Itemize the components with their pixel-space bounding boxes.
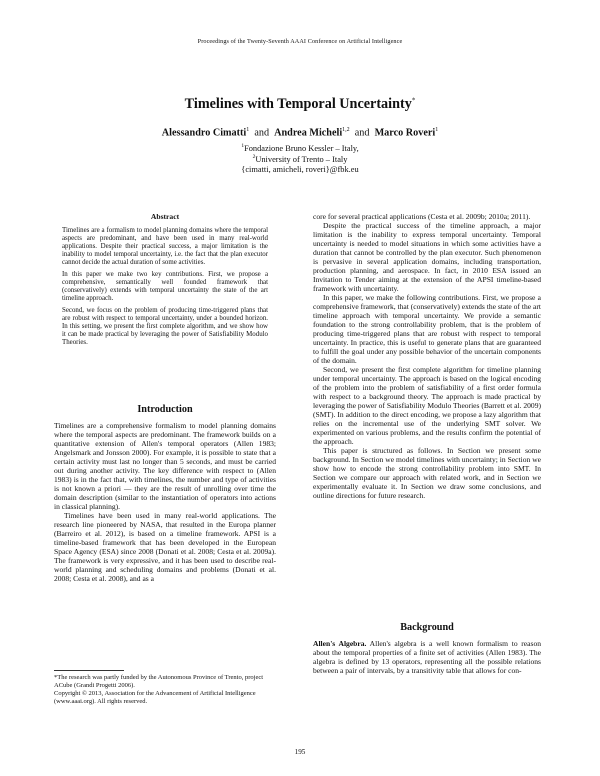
author-3-sup: 1 <box>435 127 439 133</box>
author-3: Marco Roveri <box>374 127 436 139</box>
paper-title <box>0 96 600 113</box>
page-number: 195 <box>294 748 306 756</box>
author-2: Andrea Micheli <box>274 127 343 139</box>
body-paragraph: Timelines have been used in many real-world applications. The research line pioneered by NASA, that resulted in the Europa planner (Barreiro et al. 2012), is based on a timeline framework. APSI is a timeline-based framework that has been developed in the European Space Agency (ESA) since 2008 (Donati et al. 2008; Cesta et al. 2009a). The framework is very expressive, and it has been used to describe real-world planning and scheduling domains and problems (Donati et al. 2008; Cesta et al. 2008), and as a <box>54 511 276 583</box>
abstract-paragraph: Timelines are a formalism to model planning domains where the temporal aspects are predominant, and have been used in many real-world applications. Despite their practical success, a major limitation is the inability to model temporal uncertainty, i.e. the fact that the plan executor cannot decide the actual duration of some activities. <box>62 227 268 266</box>
title-text: Timelines with Temporal Uncertainty <box>184 96 412 112</box>
body-paragraph: Timelines are a comprehensive formalism to model planning domains where the temporal aspects are predominant. The framework builds on a quantitative extension of Allen's temporal operators (Allen 1983; Angelsmark and Jonsson 2000). For example, it is possible to state that a certain activity must last no longer than 5 seconds, and must be carried out during another activity. The key difference with respect to (Allen 1983) is in the fact that, with timelines, the number and type of activities is not known a priori — they are the result of unrolling over time the domain description (similar to the instantiation of operators into actions in classical planning). <box>54 421 276 511</box>
author-2-sup: 1,2 <box>342 127 350 133</box>
introduction-body <box>54 421 276 583</box>
running-head: Proceedings of the Twenty-Seventh AAAI Conference on Artificial Intelligence <box>197 38 403 45</box>
body-paragraph: Second, we present the first complete algorithm for timeline planning under temporal uncertainty. The approach is based on the logical encoding of the problem into the problem of satisfiability of a first order formula with respect to a background theory. The approach is made practical by leveraging the power of Satisfiability Modulo Theories (Barrett et al. 2009) (SMT). In addition to the direct encoding, we propose a lazy algorithm that relies on the incremental use of the underlying SMT solver. We experimented on various problems, and the results confirm the potential of the approach. <box>313 365 541 446</box>
affiliation-2-sup: 2 <box>252 154 256 160</box>
footnote-funding: *The research was partly funded by the Autonomous Province of Trento, project ACube (Grandi Progetti 2006). <box>54 674 264 689</box>
abstract <box>62 213 268 351</box>
affiliation-1 <box>0 143 600 153</box>
background-heading: Background <box>400 622 454 633</box>
author-line <box>0 127 600 138</box>
affiliation-1-text: Fondazione Bruno Kessler – Italy, <box>244 143 359 153</box>
footnote-copyright: Copyright © 2013, Association for the Advancement of Artificial Intelligence (www.aaai.org). All rights reserved. <box>54 690 256 705</box>
title-footnote-marker: * <box>411 96 416 105</box>
body-paragraph: In this paper, we make the following contributions. First, we propose a comprehensive framework, that (conservatively) extends the state of the art timeline approach with temporal uncertainty. We provide a semantic foundation to the strong controllability problem, that is the problem of producing time-triggered plans that are robust with respect to temporal uncertainty. In practice, this is useful to generate plans that are guaranteed to fulfill the goal under any possible behavior of the uncertain components of the domain. <box>313 293 541 365</box>
author-emails: {cimatti, amicheli, roveri}@fbk.eu <box>241 165 359 174</box>
author-and-2: and <box>354 127 370 139</box>
author-1-sup: 1 <box>246 127 250 133</box>
allen-lead: Allen's Algebra. <box>313 639 367 648</box>
abstract-paragraph: Second, we focus on the problem of producing time-triggered plans that are robust with respect to temporal uncertainty, under a bounded horizon. In this setting, we present the first complete algorithm, and we show how it can be made practical by leveraging the power of Satisfiability Modulo Theories. <box>62 307 268 346</box>
affiliation-2 <box>0 154 600 164</box>
author-and-1: and <box>254 127 270 139</box>
abstract-heading: Abstract <box>150 212 180 221</box>
footnote-rule <box>54 670 124 671</box>
allen-paragraph <box>313 639 541 675</box>
body-paragraph: This paper is structured as follows. In Section we present some background. In Section we model timelines with uncertainty; in Section we show how to encode the strong controllability problem into SMT. In Section we compare our approach with related work, and in Section we experimentally evaluate it. In Section we draw some conclusions, and outline directions for future research. <box>313 446 541 500</box>
body-paragraph: Despite the practical success of the timeline approach, a major limitation is the inability to express temporal uncertainty. Temporal uncertainty is needed to model situations in which some activities have a duration that cannot be controlled by the plan executor. Such phenomenon is pervasive in several application domains, including transportation, production planning, and aerospace. In fact, in 2010 ESA issued an Invitation to Tender aiming at the extension of the APSI timeline-based framework with uncertainty. <box>313 221 541 293</box>
introduction-heading: Introduction <box>137 404 193 415</box>
body-paragraph: core for several practical applications (Cesta et al. 2009b; 2010a; 2011). <box>313 212 531 221</box>
allen-text: Allen's algebra is a well known formalism to reason about the temporal properties of a finite set of activities (Allen 1983). The algebra is defined by 13 operators, representing all the possible relations between a pair of intervals, by a transitivity table that allows for con- <box>313 639 541 675</box>
abstract-paragraph: In this paper we make two key contributions. First, we propose a comprehensive, semantically well founded framework that (conservatively) extends with temporal uncertainty the state of the art timeline approach. <box>62 271 268 302</box>
right-column-body <box>313 212 541 500</box>
author-1: Alessandro Cimatti <box>161 127 247 139</box>
affiliation-2-text: University of Trento – Italy <box>255 154 348 164</box>
affiliation-1-sup: 1 <box>241 143 245 149</box>
